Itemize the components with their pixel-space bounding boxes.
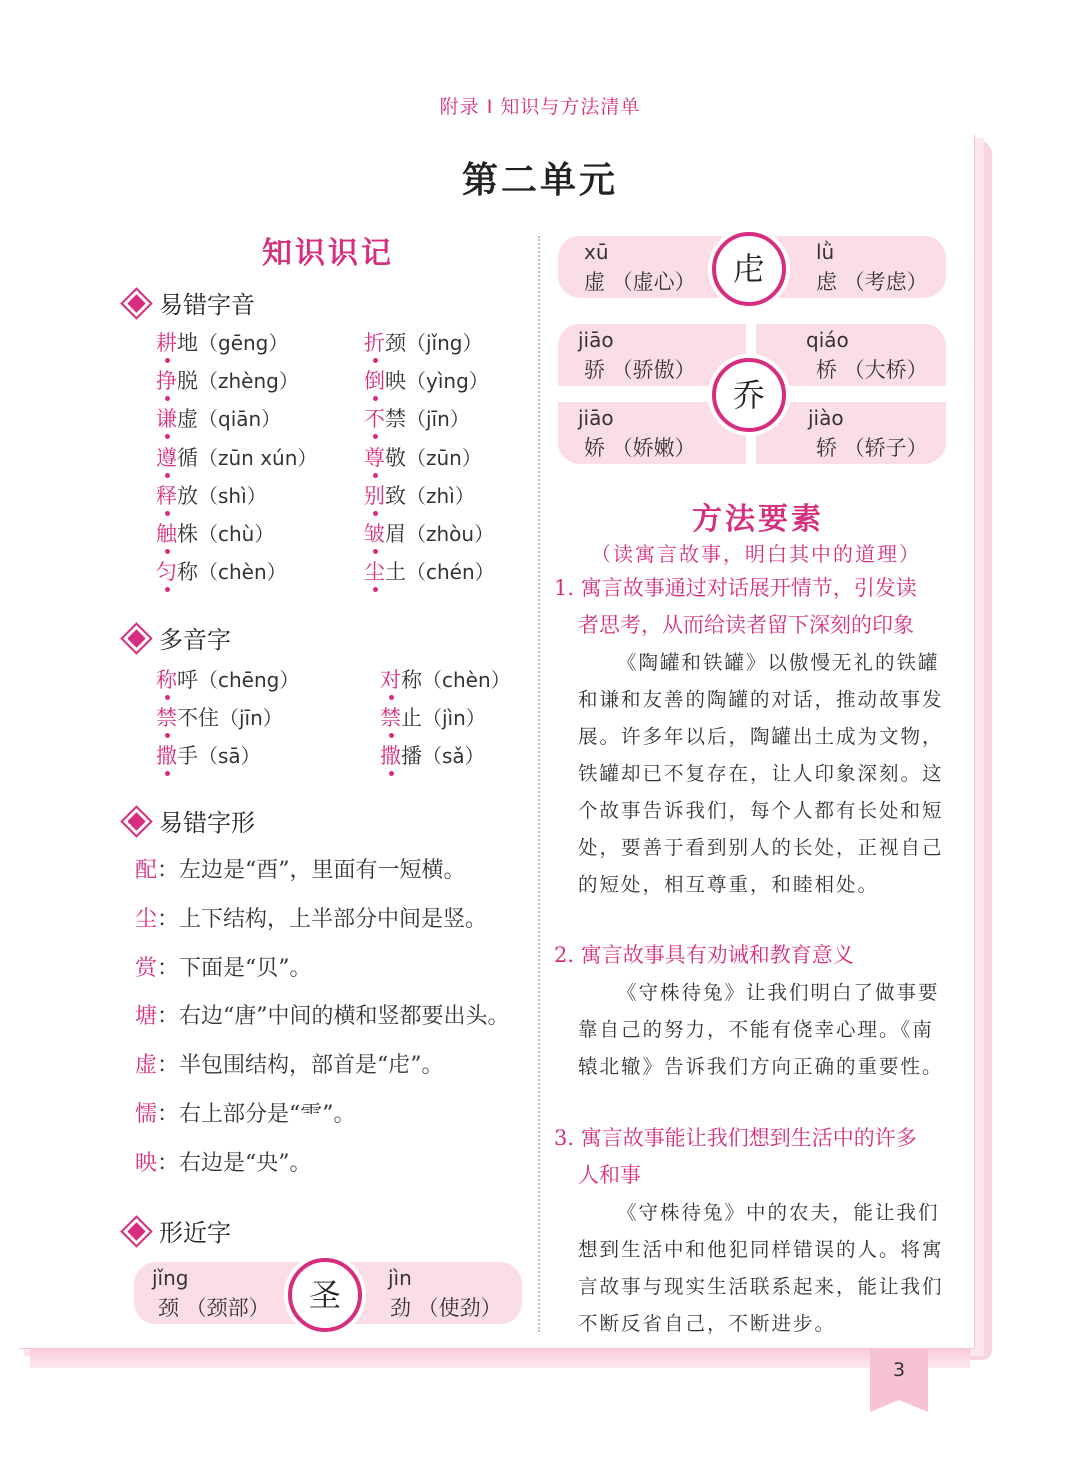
marked-character: 尊 bbox=[364, 445, 385, 470]
word-rest: 映 bbox=[385, 369, 406, 394]
radical-circle: 虍 bbox=[712, 232, 786, 306]
word-rest: 手 bbox=[177, 744, 198, 769]
marked-character: 挣 bbox=[156, 369, 177, 394]
marked-character: 尘 bbox=[364, 560, 385, 585]
pinyin: （chēng） bbox=[198, 668, 300, 692]
glyph-rule bbox=[135, 902, 487, 933]
word-rest: 脱 bbox=[177, 369, 198, 394]
marked-character: 撒 bbox=[156, 744, 177, 769]
pinyin: jiào bbox=[808, 406, 844, 430]
heading-line: 2. 寓言故事具有劝诫和教育意义 bbox=[554, 943, 854, 967]
pinyin: qiáo bbox=[806, 328, 849, 352]
method-section-title: 方法要素 bbox=[692, 502, 824, 537]
glyph-character: 配 bbox=[135, 858, 158, 883]
glyph-character: 塘 bbox=[135, 1004, 158, 1030]
similar-pill-left bbox=[134, 1262, 300, 1324]
subsection-label: 形近字 bbox=[159, 1219, 231, 1247]
marked-character: 耕 bbox=[156, 331, 177, 355]
marked-character: 触 bbox=[156, 522, 177, 546]
glyph-explanation: ：右上部分是“⻗”。 bbox=[157, 1102, 356, 1127]
pinyin: （zūn） bbox=[406, 445, 482, 470]
marked-character: 谦 bbox=[156, 407, 177, 432]
method-subtitle: （读寓言故事，明白其中的道理） bbox=[591, 542, 921, 566]
glyph-rule bbox=[135, 951, 312, 982]
word-entry bbox=[364, 556, 495, 586]
pinyin: （shì） bbox=[198, 483, 267, 508]
word-entry bbox=[156, 518, 274, 548]
word-entry bbox=[156, 442, 317, 472]
pinyin: jiāo bbox=[578, 406, 614, 430]
radical-pill-top-right bbox=[756, 324, 946, 386]
diamond-icon bbox=[127, 1222, 145, 1240]
word-entry bbox=[380, 740, 485, 770]
pinyin: lǜ bbox=[816, 240, 835, 264]
glyph-explanation: ：半包围结构，部首是“虍”。 bbox=[157, 1053, 444, 1079]
word-entry bbox=[364, 365, 489, 395]
glyph-explanation: ：右边“唐”中间的横和竖都要出头。 bbox=[157, 1004, 510, 1030]
word-entry bbox=[364, 403, 470, 433]
word-entry bbox=[364, 442, 482, 472]
word-entry bbox=[156, 403, 281, 433]
method-point-1-body: 《陶罐和铁罐》以傲慢无礼的铁罐和谦和友善的陶罐的对话，推动故事发展。许多年以后，陶罐出土成为文物，铁罐却已不复存在，让人印象深刻。这个故事告诉我们，每个人都有长处和短处，要善于看到别人的长处，正视自己的短处，相互尊重，和睦相处。 bbox=[578, 651, 944, 896]
glyph-rule bbox=[135, 1146, 312, 1177]
pinyin: （zhèng） bbox=[198, 369, 299, 394]
marked-character: 释 bbox=[156, 483, 177, 508]
word-rest: 敬 bbox=[385, 445, 406, 470]
pinyin: jìn bbox=[388, 1266, 412, 1290]
word-rest: 称 bbox=[401, 668, 422, 692]
word-text: 轿 （轿子） bbox=[816, 436, 928, 460]
pinyin: jiāo bbox=[578, 328, 614, 352]
glyph-explanation: ：右边是“央”。 bbox=[157, 1150, 312, 1176]
pinyin: （chù） bbox=[198, 522, 275, 546]
word-entry bbox=[156, 664, 299, 694]
marked-character: 禁 bbox=[380, 706, 401, 731]
word-rest: 地 bbox=[177, 331, 198, 355]
method-point-2-title bbox=[554, 937, 954, 974]
word-rest: 呼 bbox=[177, 668, 198, 692]
radical-circle: 乔 bbox=[712, 358, 786, 432]
word-text: 虑 （考虑） bbox=[816, 270, 928, 294]
subsection-title-glyph bbox=[130, 803, 255, 838]
pinyin: jǐng bbox=[152, 1266, 189, 1290]
marked-character: 皱 bbox=[364, 522, 385, 546]
glyph-character: 虚 bbox=[135, 1053, 158, 1079]
pinyin: （jīn） bbox=[406, 407, 470, 432]
glyph-rule bbox=[135, 853, 466, 884]
glyph-explanation: ：左边是“酉”，里面有一短横。 bbox=[157, 858, 466, 883]
subsection-title-similar bbox=[130, 1213, 231, 1248]
subsection-label: 易错字形 bbox=[159, 809, 255, 837]
word-entry bbox=[156, 327, 288, 357]
word-text: 娇 （娇嫩） bbox=[584, 436, 696, 460]
method-point-2-body: 《守株待兔》让我们明白了做事要靠自己的努力，不能有侥幸心理。《南辕北辙》告诉我们方向正确的重要性。 bbox=[578, 981, 944, 1078]
marked-character: 对 bbox=[380, 668, 401, 692]
glyph-rule bbox=[135, 999, 510, 1030]
word-rest: 土 bbox=[385, 560, 406, 585]
radical-pill-right bbox=[760, 236, 946, 298]
heading-line: 者思考，从而给读者留下深刻的印象 bbox=[578, 613, 914, 637]
word-entry bbox=[156, 702, 283, 732]
subsection-label: 多音字 bbox=[159, 626, 231, 654]
method-point-3-title bbox=[554, 1120, 954, 1194]
word-rest: 播 bbox=[401, 744, 422, 769]
pinyin: （chèn） bbox=[422, 668, 511, 692]
word-text: 颈 （颈部） bbox=[158, 1296, 270, 1320]
knowledge-section-title: 知识识记 bbox=[262, 236, 394, 271]
pinyin: （sǎ） bbox=[422, 744, 485, 769]
word-rest: 颈 bbox=[385, 331, 406, 355]
word-rest: 止 bbox=[401, 706, 422, 731]
word-rest: 不住 bbox=[177, 706, 219, 731]
word-entry bbox=[380, 702, 486, 732]
pinyin: （jìn） bbox=[422, 706, 486, 731]
pinyin: （jǐng） bbox=[406, 331, 483, 355]
column-divider bbox=[538, 236, 540, 1332]
subsection-title-polyphonic bbox=[130, 620, 231, 655]
marked-character: 倒 bbox=[364, 369, 385, 394]
word-entry bbox=[364, 480, 475, 510]
word-entry bbox=[364, 327, 482, 357]
marked-character: 折 bbox=[364, 331, 385, 355]
pinyin: （gēng） bbox=[198, 331, 289, 355]
word-rest: 禁 bbox=[385, 407, 406, 432]
word-entry bbox=[156, 365, 299, 395]
word-rest: 致 bbox=[385, 483, 406, 508]
pinyin: （chèn） bbox=[198, 560, 287, 585]
unit-title: 第二单元 bbox=[461, 159, 618, 201]
marked-character: 撒 bbox=[380, 744, 401, 769]
glyph-explanation: ：下面是“贝”。 bbox=[157, 955, 312, 981]
page-bottom-band bbox=[30, 1346, 970, 1368]
marked-character: 别 bbox=[364, 483, 385, 508]
marked-character: 匀 bbox=[156, 560, 177, 585]
word-text: 骄 （骄傲） bbox=[584, 358, 696, 382]
glyph-explanation: ：上下结构，上半部分中间是竖。 bbox=[157, 906, 488, 932]
running-header: 附录 I 知识与方法清单 bbox=[439, 96, 641, 118]
heading-line: 1. 寓言故事通过对话展开情节，引发读 bbox=[554, 576, 917, 600]
diamond-icon bbox=[127, 629, 145, 647]
method-point-1-title bbox=[554, 570, 954, 644]
subsection-label: 易错字音 bbox=[159, 291, 255, 319]
radical-pill-left bbox=[558, 236, 738, 298]
pinyin: （sā） bbox=[198, 744, 261, 769]
marked-character: 遵 bbox=[156, 445, 177, 470]
word-rest: 循 bbox=[177, 445, 198, 470]
diamond-icon bbox=[127, 812, 145, 830]
method-point-3-body: 《守株待兔》中的农夫，能让我们想到生活中和他犯同样错误的人。将寓言故事与现实生活联系起来，能让我们不断反省自己，不断进步。 bbox=[578, 1201, 944, 1335]
diamond-icon bbox=[127, 294, 145, 312]
word-rest: 虚 bbox=[177, 407, 198, 432]
pinyin: （zūn xún） bbox=[198, 445, 318, 470]
word-text: 桥 （大桥） bbox=[816, 358, 928, 382]
pinyin: （chén） bbox=[406, 560, 495, 585]
heading-line: 人和事 bbox=[578, 1163, 641, 1187]
glyph-character: 懦 bbox=[135, 1102, 158, 1127]
word-entry bbox=[364, 518, 494, 548]
glyph-character: 尘 bbox=[135, 906, 158, 932]
word-rest: 眉 bbox=[385, 522, 406, 546]
word-entry bbox=[156, 480, 267, 510]
glyph-character: 映 bbox=[135, 1150, 158, 1176]
word-rest: 株 bbox=[177, 522, 198, 546]
word-text: 虚 （虚心） bbox=[584, 270, 696, 294]
word-entry bbox=[156, 556, 287, 586]
word-entry bbox=[380, 664, 511, 694]
word-rest: 称 bbox=[177, 560, 198, 585]
pinyin: （qiān） bbox=[198, 407, 282, 432]
heading-line: 3. 寓言故事能让我们想到生活中的许多 bbox=[554, 1126, 917, 1150]
word-entry bbox=[156, 740, 261, 770]
page-number: 3 bbox=[870, 1348, 928, 1400]
pinyin: （yìng） bbox=[406, 369, 489, 394]
pinyin: （jīn） bbox=[219, 706, 283, 731]
glyph-rule bbox=[135, 1048, 444, 1079]
marked-character: 称 bbox=[156, 668, 177, 692]
pinyin: xū bbox=[584, 240, 609, 264]
subsection-title-pronunciation bbox=[130, 285, 255, 320]
pinyin: （zhòu） bbox=[406, 522, 495, 546]
word-rest: 放 bbox=[177, 483, 198, 508]
marked-character: 禁 bbox=[156, 706, 177, 731]
marked-character: 不 bbox=[364, 407, 385, 432]
glyph-rule bbox=[135, 1097, 356, 1128]
pinyin: （zhì） bbox=[406, 483, 475, 508]
radical-pill-bottom-right bbox=[756, 402, 946, 464]
word-text: 劲 （使劲） bbox=[390, 1296, 502, 1320]
glyph-character: 赏 bbox=[135, 955, 158, 981]
radical-circle: 圣 bbox=[288, 1258, 362, 1332]
